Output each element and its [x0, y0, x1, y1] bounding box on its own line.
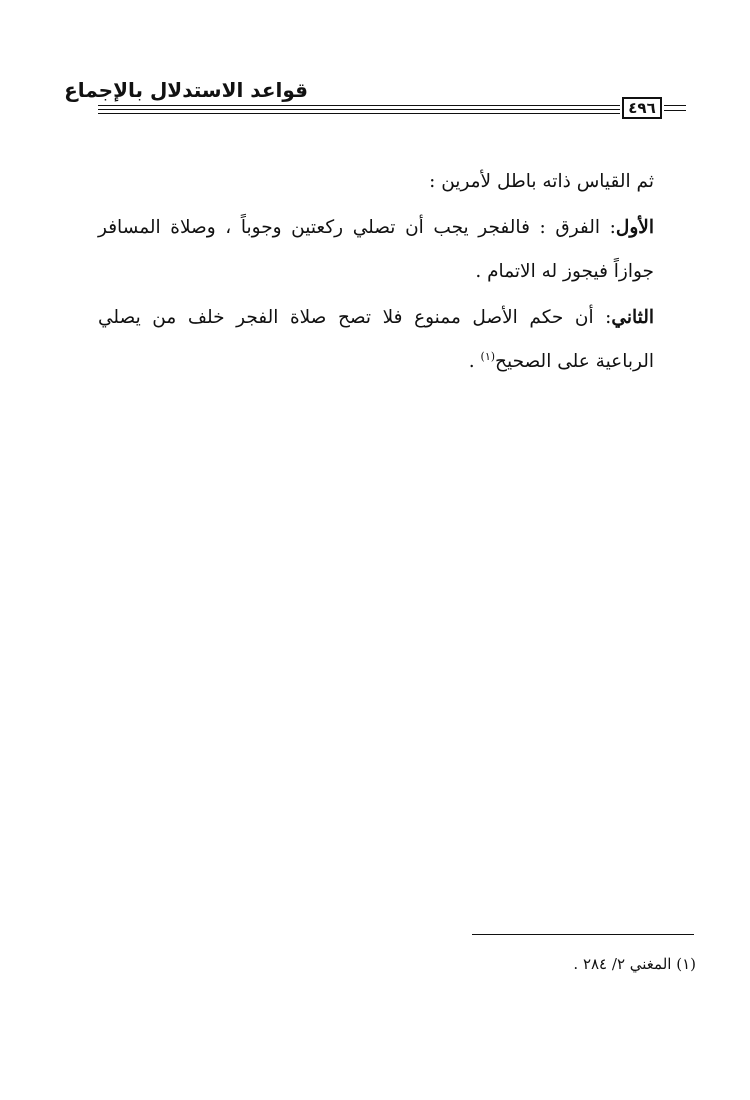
intro-text: ثم القياس ذاته باطل لأمرين :	[429, 171, 654, 192]
header-rule-lines	[98, 103, 620, 116]
first-point-text: : الفرق : فالفجر يجب أن تصلي ركعتين وجوباً ، وصلاة المسافر جوازاً فيجوز له الاتمام .	[98, 217, 654, 282]
header-rule-middle	[98, 109, 620, 110]
second-point-text: : أن حكم الأصل ممنوع فلا تصح صلاة الفجر خلف من يصلي الرباعية على الصحيح	[98, 307, 654, 372]
second-point-end: .	[468, 351, 481, 372]
header-rule-top	[98, 105, 620, 106]
intro-paragraph	[98, 160, 654, 204]
page-number: ٤٩٦	[622, 97, 662, 119]
running-header-title: قواعد الاستدلال بالإجماع	[64, 78, 308, 102]
first-point-paragraph	[98, 206, 654, 294]
page-number-dash	[664, 104, 686, 114]
page-number-dash-top	[664, 105, 686, 106]
first-point-lead: الأول	[615, 217, 654, 238]
header-rule-bottom	[98, 113, 620, 114]
second-point-paragraph	[98, 296, 654, 384]
footnote: (١) المغني ٢/ ٢٨٤ .	[573, 955, 696, 973]
second-point-lead: الثاني	[611, 307, 654, 328]
footnote-reference: (١)	[480, 349, 496, 363]
footnote-separator	[472, 934, 694, 935]
main-text	[98, 160, 654, 386]
page-number-dash-bottom	[664, 110, 686, 111]
